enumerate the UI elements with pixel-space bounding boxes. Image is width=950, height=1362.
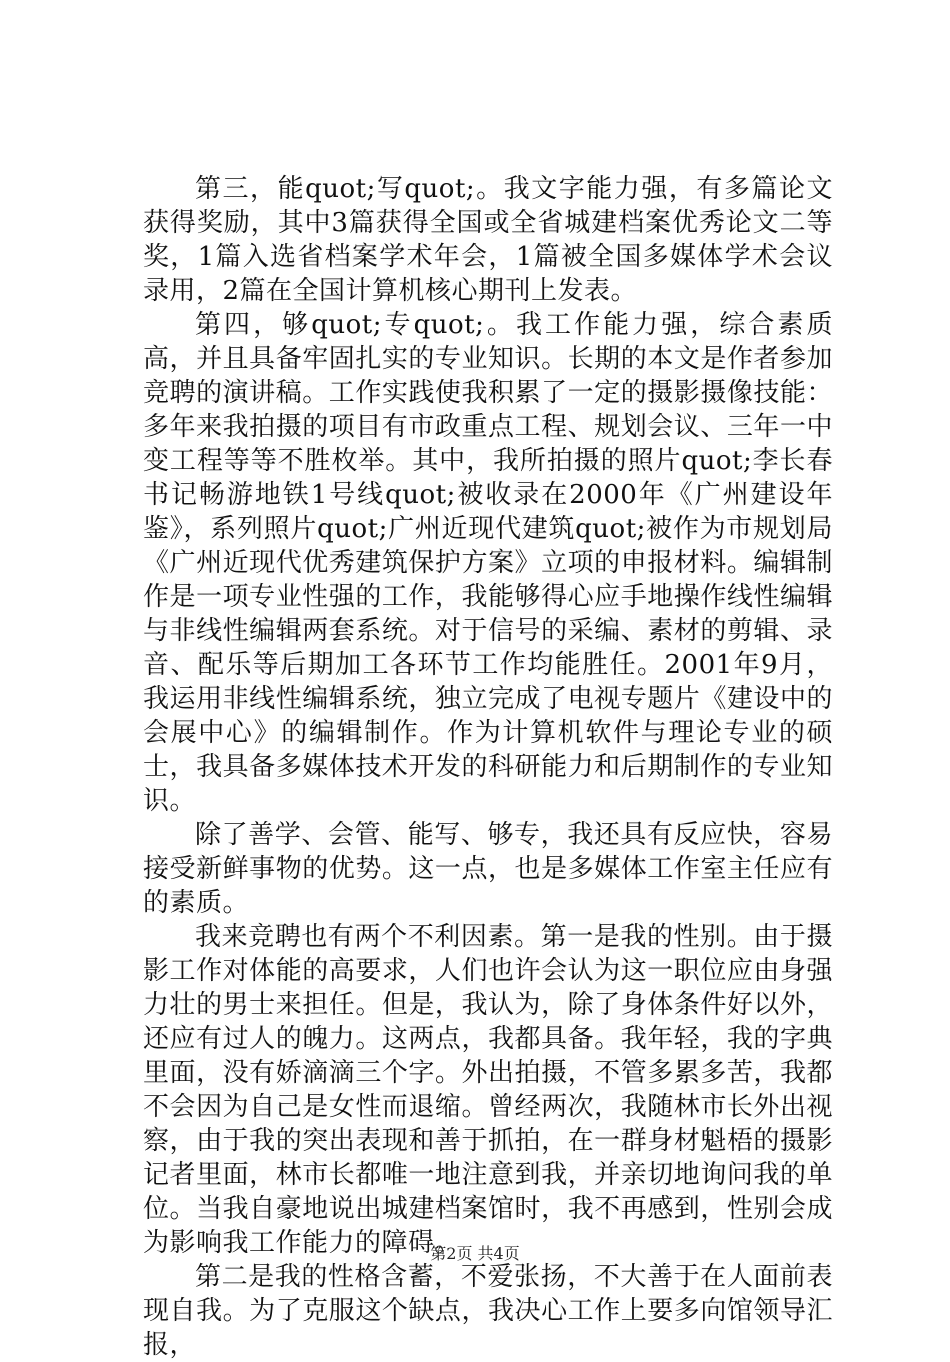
document-body (143, 172, 833, 1362)
paragraph-disadvantage-gender: 我来竞聘也有两个不利因素。第一是我的性别。由于摄影工作对体能的高要求，人们也许会认为这一职位应由身强力壮的男士来担任。但是，我认为，除了身体条件好以外，还应有过人的魄力。这两点，我都具备。我年轻，我的字典里面，没有娇滴滴三个字。外出拍摄，不管多累多苦，我都不会因为自己是女性而退缩。曾经两次，我随林市长外出视察，由于我的突出表现和善于抓拍，在一群身材魁梧的摄影记者里面，林市长都唯一地注意到我，并亲切地询问我的单位。当我自豪地说出城建档案馆时，我不再感到，性别会成为影响我工作能力的障碍。 (143, 922, 833, 1258)
paragraph-other-strengths: 除了善学、会管、能写、够专，我还具有反应快，容易接受新鲜事物的优势。这一点，也是多媒体工作室主任应有的素质。 (143, 820, 833, 918)
page-number-footer: 第2页 共4页 (430, 1244, 520, 1263)
paragraph-fourth-point: 第四，够quot;专quot;。我工作能力强，综合素质高，并且具备牢固扎实的专业知识。长期的本文是作者参加竞聘的演讲稿。工作实践使我积累了一定的摄影摄像技能：多年来我拍摄的项目有市政重点工程、规划会议、三年一中变工程等等不胜枚举。其中，我所拍摄的照片quot;李长春书记畅游地铁1号线quot;被收录在2000年《广州建设年鉴》，系列照片quot;广州近现代建筑quot;被作为市规划局《广州近现代优秀建筑保护方案》立项的申报材料。编辑制作是一项专业性强的工作，我能够得心应手地操作线性编辑与非线性编辑两套系统。对于信号的采编、素材的剪辑、录音、配乐等后期加工各环节工作均能胜任。2001年9月，我运用非线性编辑系统，独立完成了电视专题片《建设中的会展中心》的编辑制作。作为计算机软件与理论专业的硕士，我具备多媒体技术开发的科研能力和后期制作的专业知识。 (143, 310, 833, 816)
paragraph-third-point: 第三，能quot;写quot;。我文字能力强，有多篇论文获得奖励，其中3篇获得全国或全省城建档案优秀论文二等奖，1篇入选省档案学术年会，1篇被全国多媒体学术会议录用，2篇在全国计算机核心期刊上发表。 (143, 174, 833, 306)
paragraph-disadvantage-personality: 第二是我的性格含蓄，不爱张扬，不大善于在人面前表现自我。为了克服这个缺点，我决心工作上要多向馆领导汇报， (143, 1262, 833, 1360)
